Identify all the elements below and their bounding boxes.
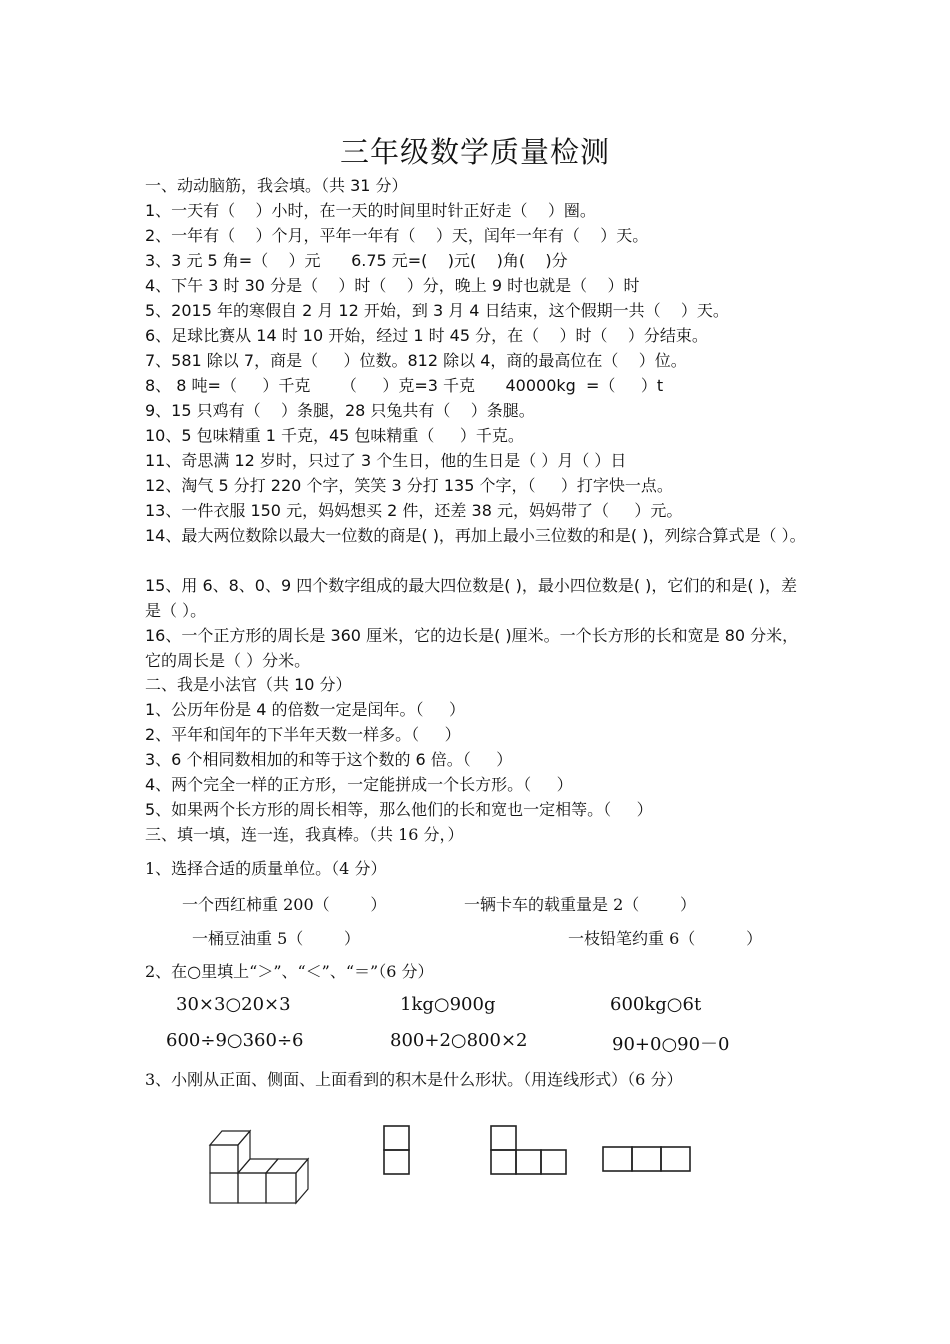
q3-heading: 3、小刚从正面、侧面、上面看到的积木是什么形状。（用连线形式）（6 分） <box>145 1070 683 1089</box>
unit-item: 一桶豆油重 5（ ） <box>192 929 360 948</box>
section1-heading: 一、动动脑筋，我会填。（共 31 分） <box>145 176 408 195</box>
question-item: 4、下午 3 时 30 分是（ ）时（ ）分，晚上 9 时也就是（ ）时 <box>145 276 640 295</box>
question-item: 13、一件衣服 150 元，妈妈想买 2 件，还差 38 元，妈妈带了（ ）元。 <box>145 501 683 520</box>
view-shape-vertical <box>382 1124 412 1176</box>
question-item: 7、581 除以 7，商是（ ）位数。812 除以 4，商的最高位在（ ）位。 <box>145 351 687 370</box>
page-title: 三年级数学质量检测 <box>339 135 610 169</box>
question-item: 10、5 包味精重 1 千克，45 包味精重（ ）千克。 <box>145 426 524 445</box>
compare-item: 90+0○90－0 <box>612 1034 730 1055</box>
compare-item: 1kg○900g <box>400 994 496 1015</box>
unit-item: 一个西红柿重 200（ ） <box>182 895 387 914</box>
judge-item: 2、平年和闰年的下半年天数一样多。（ ） <box>145 725 461 744</box>
q2-heading: 2、在○里填上“＞”、“＜”、“＝”（6 分） <box>145 962 434 981</box>
judge-item: 4、两个完全一样的正方形，一定能拼成一个长方形。（ ） <box>145 775 573 794</box>
compare-item: 600÷9○360÷6 <box>166 1030 304 1051</box>
question-item: 1、一天有（ ）小时，在一天的时间里时针正好走（ ）圈。 <box>145 201 596 220</box>
judge-item: 3、6 个相同数相加的和等于这个数的 6 倍。（ ） <box>145 750 513 769</box>
question-item: 6、足球比赛从 14 时 10 开始，经过 1 时 45 分，在（ ）时（ ）分结束。 <box>145 326 708 345</box>
unit-item: 一枝铅笔约重 6（ ） <box>568 929 763 948</box>
unit-item: 一辆卡车的载重量是 2（ ） <box>464 895 696 914</box>
compare-item: 600kg○6t <box>610 994 702 1015</box>
question-item: 14、最大两位数除以最大一位数的商是( )，再加上最小三位数的和是( )，列综合算式是（ ）。 <box>145 526 806 545</box>
question-item: 12、淘气 5 分打 220 个字，笑笑 3 分打 135 个字，（ ）打字快一点。 <box>145 476 673 495</box>
view-shape-row <box>601 1145 693 1175</box>
compare-item: 800+2○800×2 <box>390 1030 528 1051</box>
compare-item: 30×3○20×3 <box>176 994 291 1015</box>
judge-item: 1、公历年份是 4 的倍数一定是闰年。（ ） <box>145 700 465 719</box>
question-item: 16、一个正方形的周长是 360 厘米，它的边长是( )厘米。一个长方形的长和宽是 80 分米，它的周长是（ ）分米。 <box>145 626 799 670</box>
question-item: 9、15 只鸡有（ ）条腿，28 只兔共有（ ）条腿。 <box>145 401 535 420</box>
question-item: 3、3 元 5 角=（ ）元 6.75 元=( )元( )角( )分 <box>145 251 568 270</box>
question-item: 5、2015 年的寒假自 2 月 12 开始，到 3 月 4 日结束，这个假期一共（ ）天。 <box>145 301 729 320</box>
section2-heading: 二、我是小法官（共 10 分） <box>145 675 352 694</box>
question-item: 2、一年有（ ）个月，平年一年有（ ）天，闰年一年有（ ）天。 <box>145 226 649 245</box>
judge-item: 5、如果两个长方形的周长相等，那么他们的长和宽也一定相等。（ ） <box>145 800 653 819</box>
section3-heading: 三、填一填，连一连，我真棒。（共 16 分，） <box>145 825 464 844</box>
view-shape-l <box>489 1124 569 1176</box>
question-item: 15、用 6、8、0、9 四个数字组成的最大四位数是( )，最小四位数是( )，它们的和是( )，差是（ ）。 <box>145 576 797 620</box>
q1-heading: 1、选择合适的质量单位。（4 分） <box>145 859 387 878</box>
block-3d-figure <box>205 1125 317 1209</box>
question-item: 11、奇思满 12 岁时，只过了 3 个生日，他的生日是（ ）月（ ）日 <box>145 451 627 470</box>
question-item: 8、 8 吨=（ ）千克 （ ）克=3 千克 40000kg =（ ）t <box>145 376 664 395</box>
